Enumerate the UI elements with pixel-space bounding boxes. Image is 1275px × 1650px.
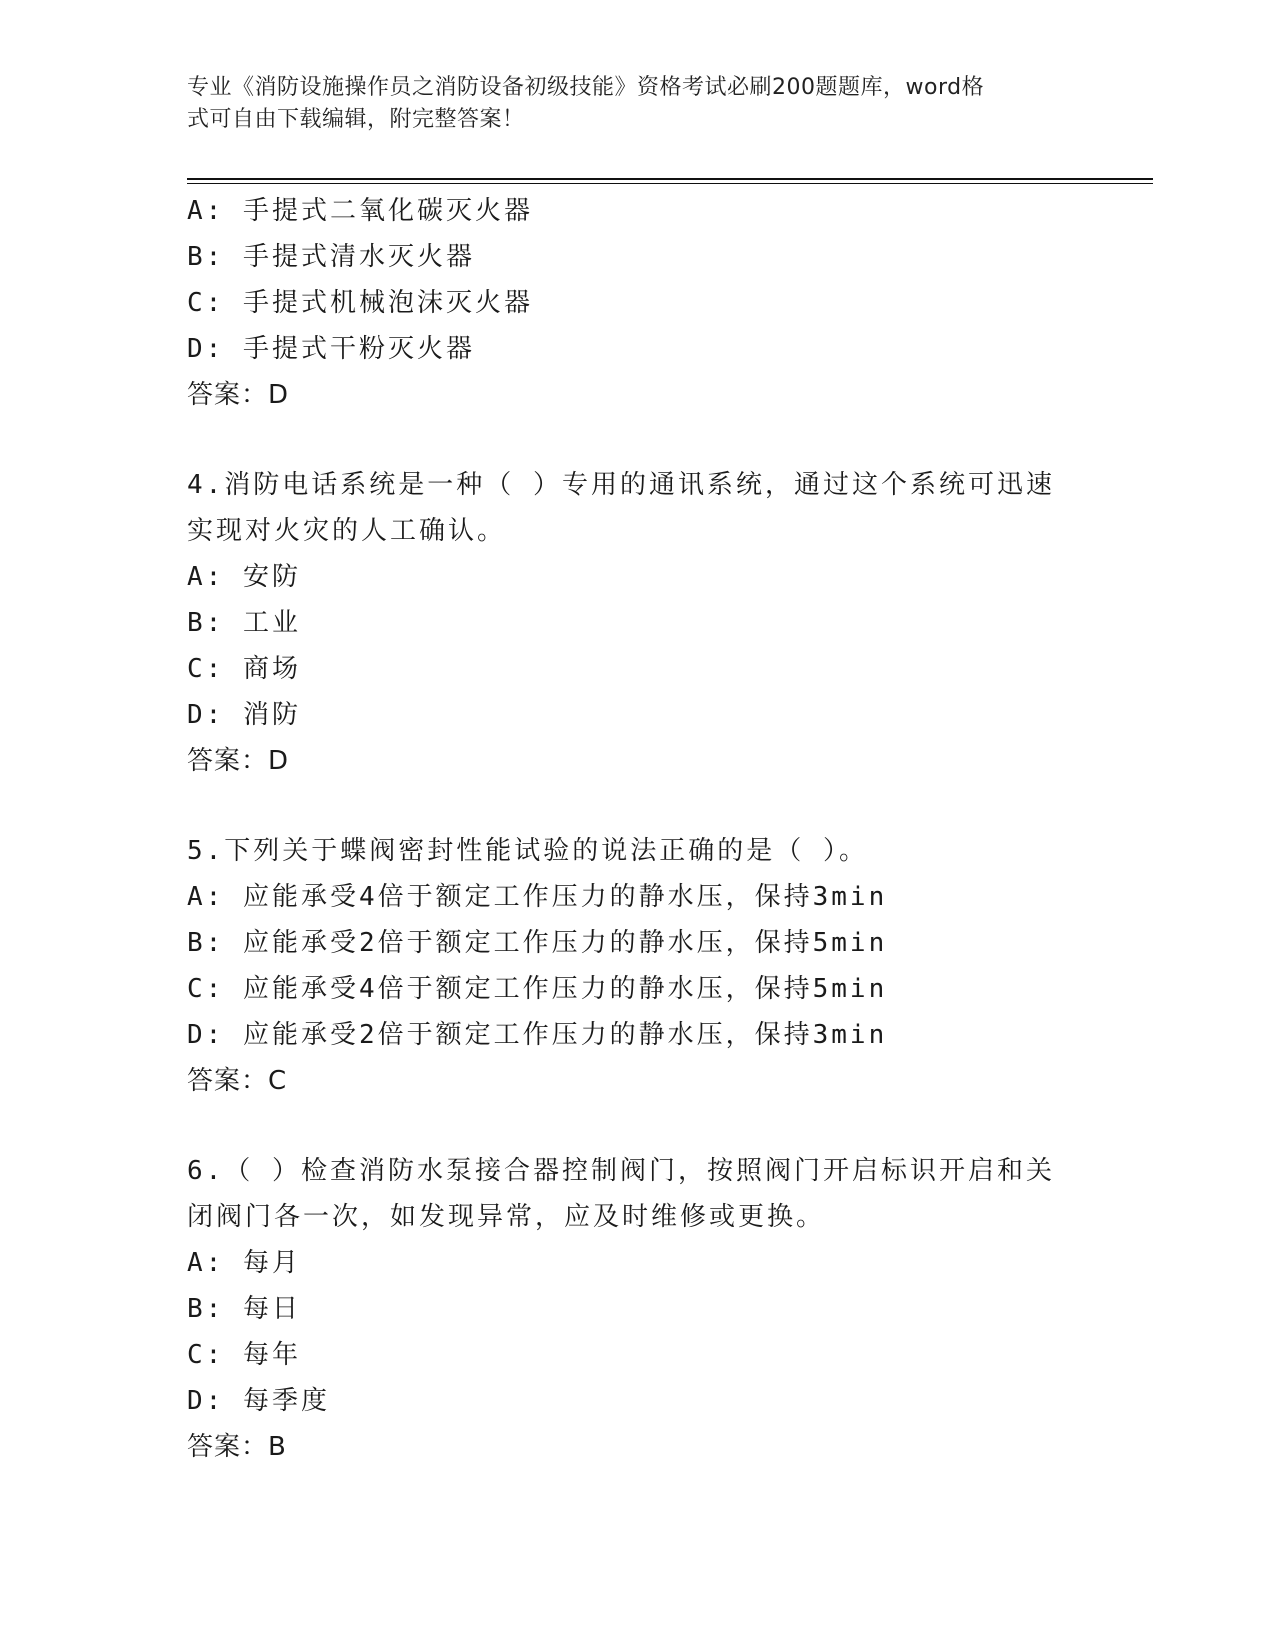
option-b: B: 应能承受2倍于额定工作压力的静水压，保持5min — [187, 928, 888, 958]
question-5 — [187, 828, 1087, 1104]
option-d: D: 消防 — [187, 700, 301, 730]
option-a: A: 每月 — [187, 1248, 301, 1278]
document-header — [187, 72, 1087, 136]
answer: 答案：D — [187, 380, 290, 410]
option-b: B: 工业 — [187, 608, 301, 638]
answer: 答案：C — [187, 1066, 288, 1096]
spacer — [187, 1104, 1087, 1148]
option-c: C: 每年 — [187, 1340, 301, 1370]
question-6 — [187, 1148, 1087, 1470]
question-stem-line-1: 5.下列关于蝶阀密封性能试验的说法正确的是（ ）。 — [187, 836, 868, 866]
option-a: A: 安防 — [187, 562, 301, 592]
question-stem-line-2: 闭阀门各一次，如发现异常，应及时维修或更换。 — [187, 1202, 826, 1232]
question-stem-line-1: 6.（ ）检查消防水泵接合器控制阀门，按照阀门开启标识开启和关 — [187, 1156, 1055, 1186]
option-b: B: 每日 — [187, 1294, 301, 1324]
option-d: D: 应能承受2倍于额定工作压力的静水压，保持3min — [187, 1020, 888, 1050]
option-c: C: 商场 — [187, 654, 301, 684]
spacer — [187, 784, 1087, 828]
header-line-1: 专业《消防设施操作员之消防设备初级技能》资格考试必刷200题题库，word格 — [187, 75, 985, 100]
question-stem-line-1: 4.消防电话系统是一种（ ）专用的通讯系统，通过这个系统可迅速 — [187, 470, 1055, 500]
answer: 答案：B — [187, 1432, 287, 1462]
question-stem-line-2: 实现对火灾的人工确认。 — [187, 516, 507, 546]
question-3 — [187, 188, 1087, 418]
option-c: C: 手提式机械泡沫灭火器 — [187, 288, 533, 318]
answer: 答案：D — [187, 746, 290, 776]
header-divider — [187, 178, 1153, 184]
header-line-2: 式可自由下载编辑，附完整答案！ — [187, 107, 525, 132]
question-list — [187, 188, 1087, 1470]
option-c: C: 应能承受4倍于额定工作压力的静水压，保持5min — [187, 974, 888, 1004]
spacer — [187, 418, 1087, 462]
option-a: A: 应能承受4倍于额定工作压力的静水压，保持3min — [187, 882, 888, 912]
option-a: A: 手提式二氧化碳灭火器 — [187, 196, 533, 226]
option-d: D: 手提式干粉灭火器 — [187, 334, 475, 364]
option-b: B: 手提式清水灭火器 — [187, 242, 475, 272]
question-4 — [187, 462, 1087, 784]
option-d: D: 每季度 — [187, 1386, 330, 1416]
